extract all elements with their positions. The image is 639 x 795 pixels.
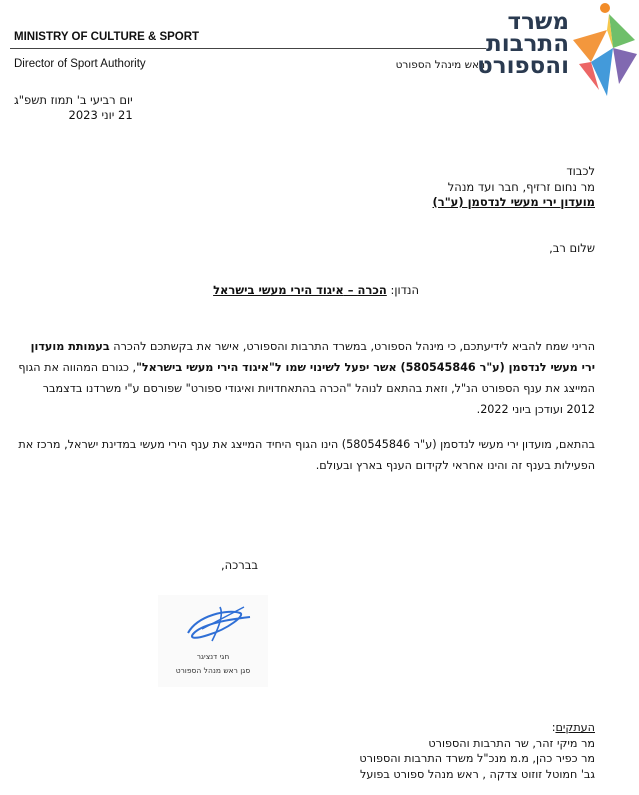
ministry-logo-text <box>439 11 569 77</box>
signature-icon <box>158 595 268 655</box>
closing: בברכה, <box>220 558 258 572</box>
paragraph-1-bold: בעמותת מועדון ירי מעשי לנדסמן (ע"ר 580545846) אשר יפעל לשינוי שמו ל"איגוד הירי מעשי בישראל" <box>30 340 595 374</box>
logo-head-dot <box>600 3 610 13</box>
director-title-he: ראש מינהל הספורט <box>395 59 485 71</box>
signatory-title: סגן ראש מנהל הספורט <box>175 666 251 675</box>
recipient-block <box>433 164 595 211</box>
ministry-logo-icon <box>569 0 639 100</box>
date-gregorian: 21 יוני 2023 <box>68 108 133 122</box>
recipient-salutation: לכבוד <box>566 164 595 178</box>
header-divider <box>10 48 486 49</box>
subject-title: הכרה – איגוד הירי מעשי בישראל <box>213 283 387 297</box>
logo-line-1: משרד <box>507 9 569 35</box>
copy-recipient: מר כפיר כהן, מ.מ מנכ"ל משרד התרבות והספורט <box>359 752 595 765</box>
copies-block <box>359 720 595 782</box>
signatory-name: חגי דנציגר <box>196 652 230 661</box>
signatory <box>163 650 263 678</box>
recipient-organization: מועדון ירי מעשי לנדסמן (ע"ר) <box>432 195 595 209</box>
ministry-name-en: MINISTRY OF CULTURE & SPORT <box>14 31 200 43</box>
logo-line-2: התרבות <box>486 31 569 57</box>
logo-line-3: והספורט <box>477 53 569 79</box>
letter-date <box>14 93 133 123</box>
body-paragraph-1: הריני שמח להביא לידיעתכם, כי מינהל הספורט, במשרד התרבות והספורט, אישר את בקשתכם להכרה בעמותת מועדון ירי מעשי לנדסמן (ע"ר 580545846) אשר יפעל לשינוי שמו ל"איגוד הירי מעשי בישראל", כגורם המהווה את הגוף המייצג את ענף הספורט הנ"ל, וזאת בהתאם לנוהל "הכרה בהתאחדויות ואיגודי ספורט" שפורסם ע"י משרדנו בדצמבר 2012 ועודכן ביוני 2022. <box>18 340 595 416</box>
director-title-en: Director of Sport Authority <box>14 58 146 70</box>
copy-recipient: מר מיקי זהר, שר התרבות והספורט <box>428 736 595 750</box>
recipient-name: מר נחום זרזיף, חבר ועד מנהל <box>447 179 595 194</box>
date-hebrew: יום רביעי ב' תמוז תשפ"ג <box>14 93 133 107</box>
greeting: שלום רב, <box>549 241 595 255</box>
copy-recipient: גב' חמוטל זוזוט צדקה , ראש מנהל ספורט בפועל <box>359 767 595 781</box>
body-paragraph-2: בהתאם, מועדון ירי מעשי לנדסמן (ע"ר 580545846) הינו הגוף היחיד המייצג את ענף הירי מעשי במדינת ישראל, מרכז את הפעילות בענף זה והינו אחראי לקידום הענף בארץ ובעולם. <box>18 438 595 472</box>
subject-line <box>213 283 419 297</box>
subject-label: הנדון: <box>390 283 419 297</box>
copies-heading: העתקים: <box>551 721 595 734</box>
